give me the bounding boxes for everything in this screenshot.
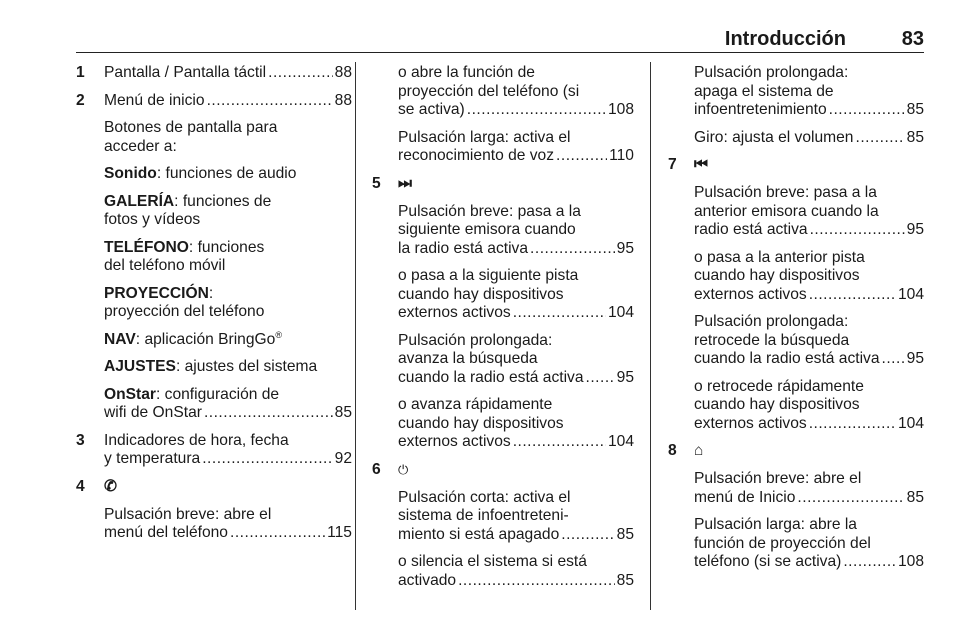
page-ref[interactable]: 95 <box>616 239 634 257</box>
prev-long-press: Pulsación prolongada: retrocede la búsqueda cuando la radio está activa ..... 95 <box>668 313 924 369</box>
item-number: 8 <box>668 442 677 459</box>
leader-dots <box>204 404 333 423</box>
page-ref[interactable]: 85 <box>616 571 634 589</box>
rewind: o retrocede rápidamente cuando hay dispositivos externos activos ..... 104 <box>668 378 924 434</box>
page-ref[interactable]: 92 <box>334 450 352 467</box>
list-item-8 <box>668 442 924 461</box>
voice-long-press: Pulsación larga: activa el reconocimiento de voz ..... 110 <box>372 129 634 166</box>
list-item-3: 3 Indicadores de hora, fecha y temperatura ..... 92 <box>76 432 352 469</box>
leader-dots <box>467 101 606 120</box>
page-title: Introducción <box>724 28 846 50</box>
projection-continued: o abre la función de proyección del teléfono (si se activa) ..... 108 <box>372 64 634 120</box>
next-track-icon: ⏭ <box>398 174 413 192</box>
power-long-press: Pulsación prolongada: apaga el sistema de infoentretenimiento ..... 85 <box>668 64 924 120</box>
list-item-1 <box>76 64 352 83</box>
leader-dots <box>202 450 332 469</box>
nav-entry: NAV: aplicación BringGo® <box>104 329 282 348</box>
phone-short-press: Pulsación breve: abre el menú del teléfono ..... 115 <box>76 506 352 543</box>
page-ref[interactable]: 88 <box>334 64 352 81</box>
page-ref[interactable]: 110 <box>609 147 634 164</box>
leader-dots <box>882 350 905 369</box>
ajustes-entry: AJUSTES: ajustes del sistema <box>104 358 318 375</box>
page-number: 83 <box>901 28 924 50</box>
leader-dots <box>586 369 615 388</box>
next-track: o pasa a la siguiente pista cuando hay dispositivos externos activos ..... 104 <box>372 267 634 323</box>
term: Sonido <box>104 165 157 182</box>
next-long-press: Pulsación prolongada: avanza la búsqueda cuando la radio está activa ..... 95 <box>372 332 634 388</box>
page-ref[interactable]: 85 <box>906 488 924 506</box>
onstar-entry: OnStar: configuración de wifi de OnStar ..... 85 <box>76 386 352 423</box>
previous-track-icon: ⏮ <box>694 156 709 173</box>
leader-dots <box>268 64 333 83</box>
power-mute: o silencia el sistema si está activado ..... 85 <box>372 553 634 590</box>
next-short-press: Pulsación breve: pasa a la siguiente emisora cuando la radio está activa ..... 95 <box>372 203 634 259</box>
column-divider <box>650 62 651 610</box>
term: GALERÍA <box>104 192 175 210</box>
leader-dots <box>556 147 607 166</box>
page-ref[interactable]: 88 <box>334 91 352 109</box>
column-2 <box>372 64 634 599</box>
item-number: 3 <box>76 431 85 449</box>
leader-dots <box>561 526 614 545</box>
leader-dots <box>513 304 606 323</box>
prev-short-press: Pulsación breve: pasa a la anterior emisora cuando la radio está activa ..... 95 <box>668 184 924 240</box>
page-ref[interactable]: 95 <box>906 221 924 238</box>
page-ref[interactable]: 85 <box>906 128 924 146</box>
term: PROYECCIÓN <box>104 284 209 302</box>
column-divider <box>355 62 356 610</box>
page-ref[interactable]: 115 <box>327 524 352 541</box>
leader-dots <box>843 553 896 572</box>
telefono-entry: TELÉFONO: funciones del teléfono móvil <box>104 238 265 274</box>
term: AJUSTES <box>104 358 176 375</box>
phone-icon: ✆ <box>104 477 118 495</box>
home-icon: ⌂ <box>694 442 704 459</box>
item-text: Pantalla / Pantalla táctil <box>104 64 267 81</box>
leader-dots <box>797 489 904 508</box>
term: NAV <box>104 330 136 348</box>
leader-dots <box>513 433 606 452</box>
list-item-6 <box>372 461 634 480</box>
term: OnStar <box>104 385 156 403</box>
prev-track: o pasa a la anterior pista cuando hay dispositivos externos activos ..... 104 <box>668 249 924 305</box>
page-ref[interactable]: 95 <box>616 368 634 386</box>
page-ref[interactable]: 95 <box>906 350 924 367</box>
leader-dots <box>458 572 615 591</box>
list-item-2 <box>76 92 352 111</box>
power-icon: ⏻ <box>398 461 409 477</box>
leader-dots <box>207 92 333 111</box>
registered-mark: ® <box>275 329 282 340</box>
galeria-entry: GALERÍA: funciones de fotos y vídeos <box>104 192 272 228</box>
power-short-press: Pulsación corta: activa el sistema de infoentreteni- miento si está apagado ..... 85 <box>372 489 634 545</box>
leader-dots <box>810 221 905 240</box>
leader-dots <box>809 286 896 305</box>
proyeccion-entry: PROYECCIÓN: proyección del teléfono <box>104 284 265 320</box>
list-item-4 <box>76 478 352 497</box>
list-item-7 <box>668 156 924 175</box>
leader-dots <box>809 415 896 434</box>
page-header <box>76 30 924 53</box>
column-3 <box>668 64 924 581</box>
leader-dots <box>855 129 904 148</box>
page-ref[interactable]: 104 <box>897 414 924 432</box>
page-ref[interactable]: 108 <box>607 101 634 118</box>
page-ref[interactable]: 85 <box>334 404 352 421</box>
column-1 <box>76 64 352 552</box>
item-number: 5 <box>372 174 381 192</box>
page-ref[interactable]: 104 <box>897 285 924 303</box>
item-number: 2 <box>76 91 85 109</box>
page-ref[interactable]: 104 <box>607 304 634 321</box>
leader-dots <box>829 101 905 120</box>
item-number: 4 <box>76 477 85 495</box>
item-text: Menú de inicio <box>104 91 205 109</box>
item-number: 6 <box>372 460 381 478</box>
volume-turn: Giro: ajusta el volumen ..... 85 <box>668 129 924 148</box>
term: TELÉFONO <box>104 238 189 256</box>
sonido-entry: Sonido: funciones de audio <box>104 165 297 182</box>
page-ref[interactable]: 85 <box>616 525 634 543</box>
item-number: 7 <box>668 156 677 173</box>
page-ref[interactable]: 85 <box>906 101 924 118</box>
page-ref[interactable]: 108 <box>897 553 924 570</box>
list-item-5 <box>372 175 634 194</box>
leader-dots <box>230 524 325 543</box>
home-short-press: Pulsación breve: abre el menú de Inicio ..... 85 <box>668 470 924 507</box>
leader-dots <box>530 240 615 259</box>
screen-buttons-intro: Botones de pantalla para acceder a: <box>104 119 278 155</box>
home-long-press: Pulsación larga: abre la función de proyección del teléfono (si se activa) ..... 108 <box>668 516 924 572</box>
fast-forward: o avanza rápidamente cuando hay dispositivos externos activos ..... 104 <box>372 396 634 452</box>
page-ref[interactable]: 104 <box>607 433 634 450</box>
item-number: 1 <box>76 64 85 81</box>
